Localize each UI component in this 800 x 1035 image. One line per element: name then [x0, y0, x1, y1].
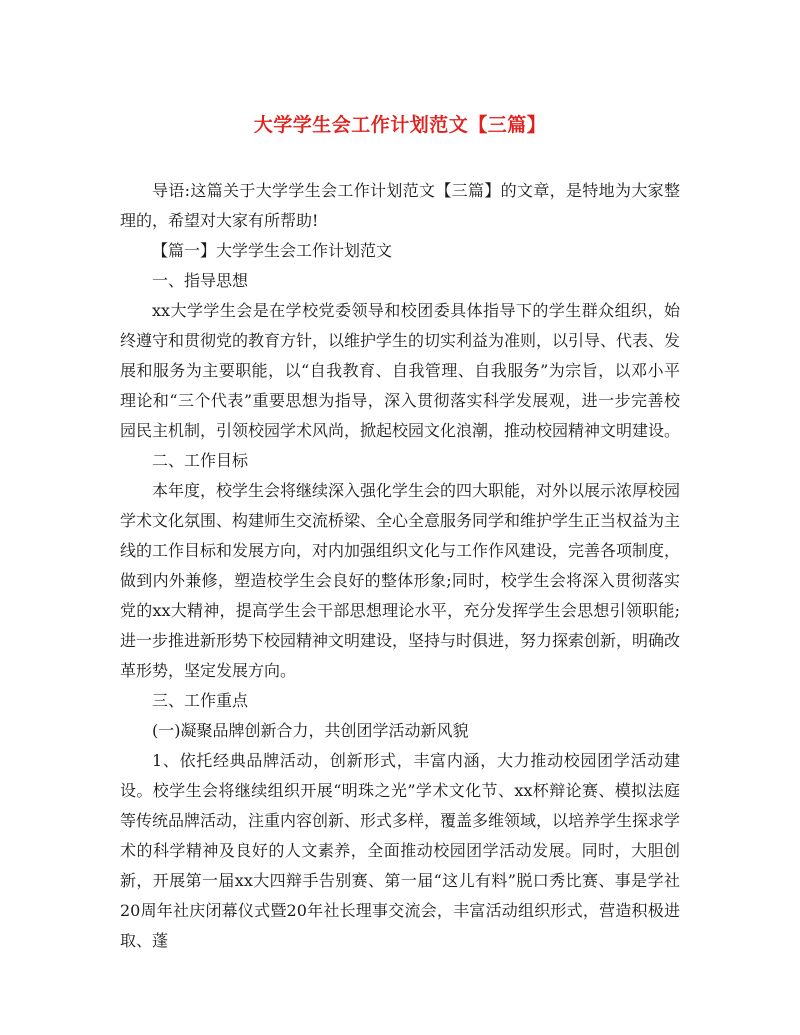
document-title: 大学学生会工作计划范文【三篇】 [253, 114, 547, 136]
section-heading-part-one: 【篇一】大学学生会工作计划范文 [152, 241, 393, 260]
paragraph-guiding-ideology: xx大学学生会是在学校党委领导和校团委具体指导下的学生群众组织，始终遵守和贯彻党的教育方针，以维护学生的切实利益为准则，以引导、代表、发展和服务为主要职能，以“自我教育、自我管理、自我服务”为宗旨，以邓小平理论和“三个代表”重要思想为指导，深入贯彻落实科学发展观，进一步完善校园民主机制，引领校园学术风尚，掀起校园文化浪潮，推动校园精神文明建设。 [120, 301, 681, 440]
heading-guiding-ideology: 一、指导思想 [152, 271, 249, 290]
intro-paragraph: 导语:这篇关于大学学生会工作计划范文【三篇】的文章，是特地为大家整理的，希望对大家有所帮助! [120, 181, 680, 230]
paragraph-work-goals: 本年度，校学生会将继续深入强化学生会的四大职能，对外以展示浓厚校园学术文化氛围、构建师生交流桥梁、全心全意服务同学和维护学生正当权益为主线的工作目标和发展方向，对内加强组织文化与工作作风建设，完善各项制度，做到内外兼修，塑造校学生会良好的整体形象;同时，校学生会将深入贯彻落实党的xx大精神，提高学生会干部思想理论水平，充分发挥学生会思想引领职能;进一步推进新形势下校园精神文明建设，坚持与时俱进，努力探索创新，明确改革形势，坚定发展方向。 [120, 481, 681, 680]
subheading-brand-innovation: (一)凝聚品牌创新合力，共创团学活动新风貌 [152, 721, 469, 740]
document-body [120, 176, 680, 956]
heading-work-goals: 二、工作目标 [152, 451, 249, 470]
heading-work-focus: 三、工作重点 [152, 691, 249, 710]
paragraph-brand-activities: 1、依托经典品牌活动，创新形式，丰富内涵，大力推动校园团学活动建设。校学生会将继续组织开展“明珠之光”学术文化节、xx杯辩论赛、模拟法庭等传统品牌活动，注重内容创新、形式多样，覆盖多维领域，以培养学生探求学术的科学精神及良好的人文素养，全面推动校园团学活动发展。同时，大胆创新，开展第一届xx大四辩手告别赛、第一届“这儿有料”脱口秀比赛、事是学社20周年社庆闭幕仪式暨20年社长理事交流会，丰富活动组织形式，营造积极进取、蓬 [120, 751, 681, 950]
